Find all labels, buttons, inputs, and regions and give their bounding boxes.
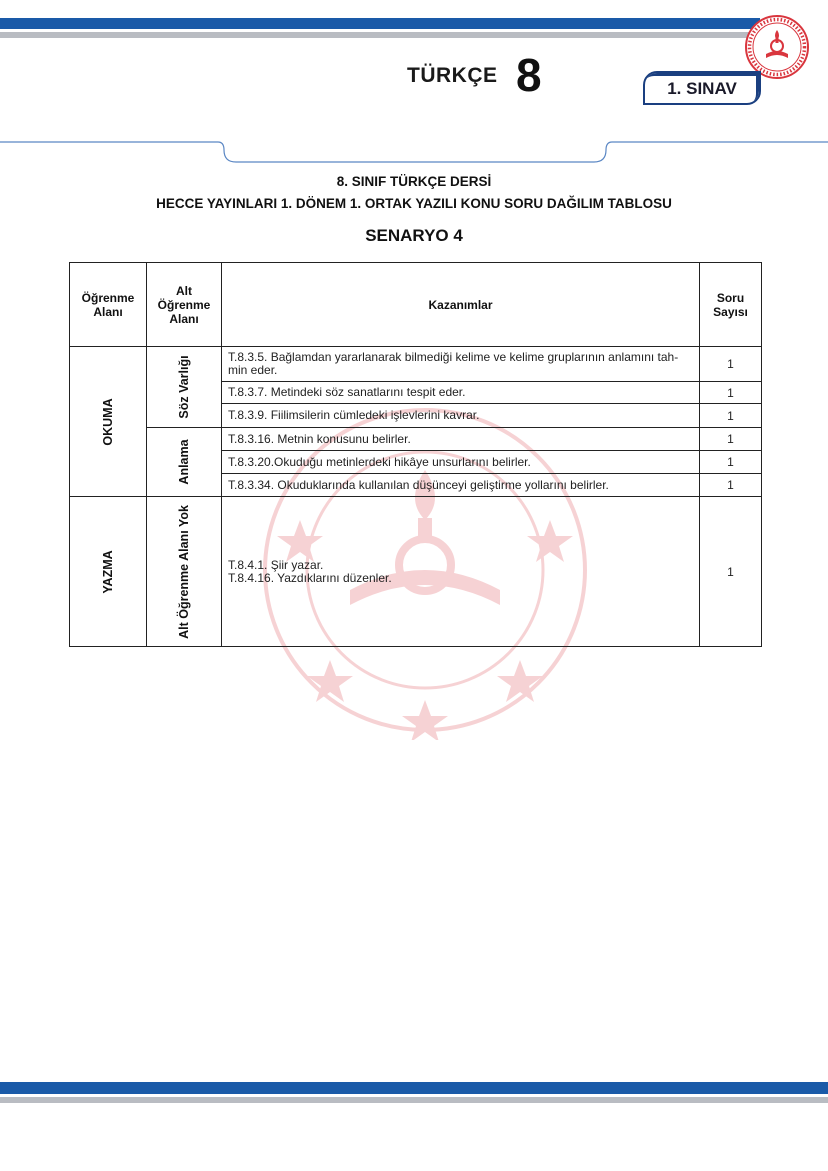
- topic-distribution-table: [69, 262, 762, 647]
- top-bar-blue: [0, 18, 760, 29]
- outcome-cell: T.8.3.9. Fiilimsilerin cümledeki işlevlerini kavrar.: [222, 404, 700, 428]
- bottom-bar-blue: [0, 1082, 828, 1094]
- table-header-row: [70, 263, 762, 347]
- scenario-title: SENARYO 4: [365, 226, 463, 245]
- count-cell: 1: [700, 474, 762, 497]
- outcome-line: T.8.4.1. Şiir yazar.: [228, 557, 324, 572]
- header-outcomes: Kazanımlar: [222, 263, 700, 347]
- sub-area-cell-anlama: [147, 428, 222, 497]
- count-cell: 1: [700, 347, 762, 382]
- header-area: Öğrenme Alanı: [70, 263, 147, 347]
- exam-label: 1. SINAV: [667, 79, 737, 98]
- count-cell: 1: [700, 382, 762, 404]
- top-bar-gray: [0, 32, 760, 38]
- outcome-cell: [222, 497, 700, 647]
- sub-area-cell-soz-varligi: [147, 347, 222, 428]
- count-cell: 1: [700, 404, 762, 428]
- bottom-bar-gray: [0, 1097, 828, 1103]
- table-title: HECCE YAYINLARI 1. DÖNEM 1. ORTAK YAZILI KONU SORU DAĞILIM TABLOSU: [156, 196, 672, 211]
- header-sub-area: [147, 263, 222, 347]
- sub-area-cell-none: [147, 497, 222, 647]
- header-count: [700, 263, 762, 347]
- table-row: [70, 497, 762, 647]
- outcome-cell: T.8.3.5. Bağlamdan yararlanarak bilmediği kelime ve kelime gruplarının anlamını tah-min eder.: [222, 347, 700, 382]
- count-cell: 1: [700, 451, 762, 474]
- outcome-cell: T.8.3.20.Okuduğu metinlerdeki hikâye unsurlarını belirler.: [222, 451, 700, 474]
- header-count-label: Soru Sayısı: [713, 290, 748, 319]
- count-cell: 1: [700, 497, 762, 647]
- outcome-cell: T.8.3.16. Metnin konusunu belirler.: [222, 428, 700, 451]
- area-cell-yazma: [70, 497, 147, 647]
- sub-area-label: Alt Öğrenme Alanı Yok: [177, 504, 191, 639]
- table-row: [70, 428, 762, 451]
- sub-area-label: Söz Varlığı: [177, 355, 191, 419]
- subject-title: TÜRKÇE: [407, 64, 498, 87]
- sub-area-label: Anlama: [177, 439, 191, 485]
- area-label: YAZMA: [101, 549, 115, 594]
- grade-number: 8: [516, 49, 542, 101]
- outcome-cell: T.8.3.7. Metindeki söz sanatlarını tespit eder.: [222, 382, 700, 404]
- count-cell: 1: [700, 428, 762, 451]
- outcome-line: T.8.4.16. Yazdıklarını düzenler.: [228, 570, 392, 585]
- course-title: 8. SINIF TÜRKÇE DERSİ: [336, 174, 492, 189]
- area-label: OKUMA: [101, 397, 115, 446]
- exam-badge: [643, 71, 761, 105]
- area-cell-okuma: [70, 347, 147, 497]
- table-row: [70, 347, 762, 382]
- header-separator: [0, 138, 828, 168]
- outcome-cell: T.8.3.34. Okuduklarında kullanılan düşünceyi geliştirme yollarını belirler.: [222, 474, 700, 497]
- header-sub-area-label: Alt Öğrenme Alanı: [157, 283, 211, 326]
